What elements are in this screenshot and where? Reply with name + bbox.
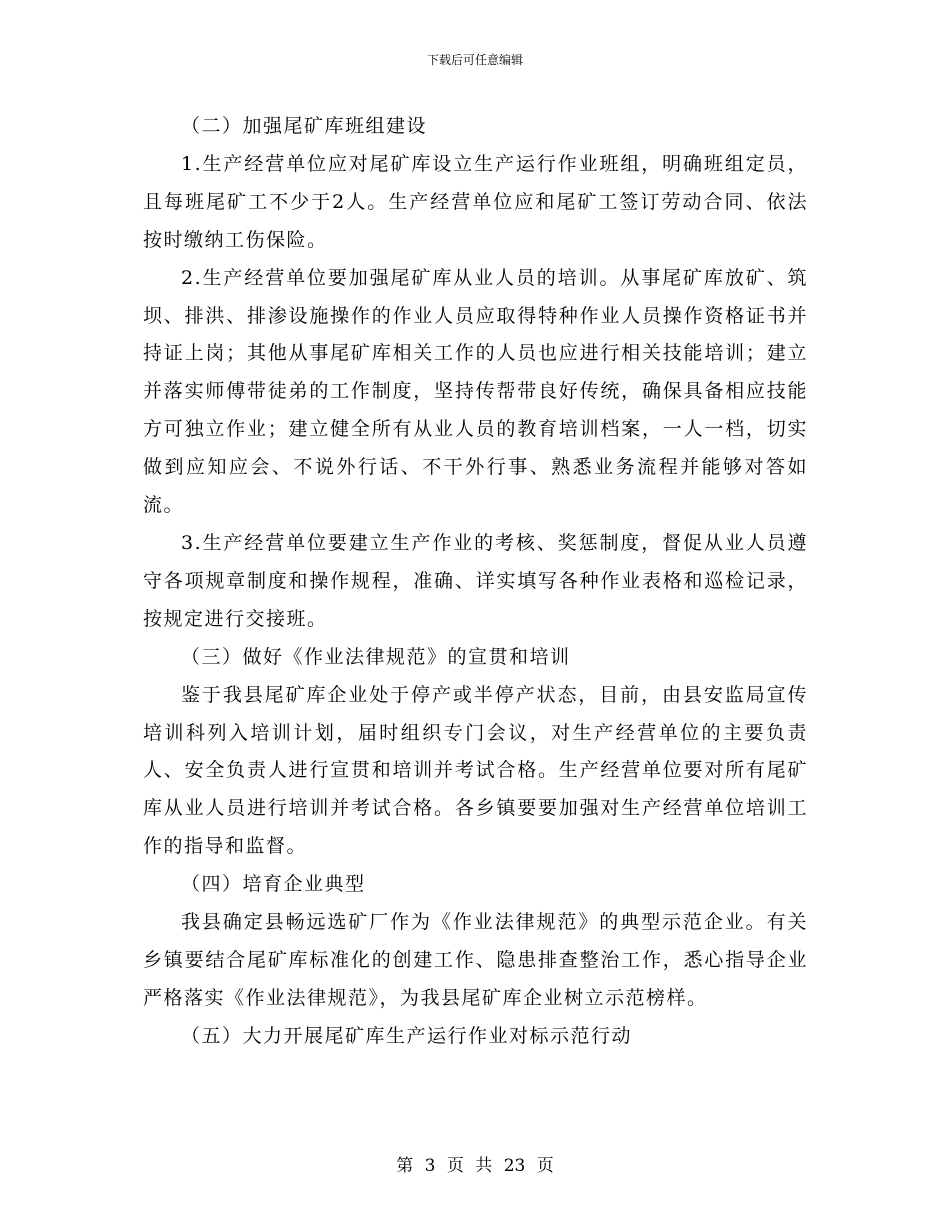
paragraph-5: 我县确定县畅远选矿厂作为《作业法律规范》的典型示范企业。有关乡镇要结合尾矿库标准化的创建工作、隐患排查整治工作，悉心指导企业严格落实《作业法律规范》，为我县尾矿库企业树立示范榜样。 [143, 911, 808, 1009]
paragraph-1: 1.生产经营单位应对尾矿库设立生产运行作业班组，明确班组定员，且每班尾矿工不少于2人。生产经营单位应和尾矿工签订劳动合同、依法按时缴纳工伤保险。 [143, 152, 808, 251]
document-body [143, 108, 808, 1056]
paragraph-2: 2.生产经营单位要加强尾矿库从业人员的培训。从事尾矿库放矿、筑坝、排洪、排渗设施操作的作业人员应取得特种作业人员操作资格证书并持证上岗；其他从事尾矿库相关工作的人员也应进行相关技能培训；建立并落实师傅带徒弟的工作制度，坚持传帮带良好传统，确保具备相应技能方可独立作业；建立健全所有从业人员的教育培训档案，一人一档，切实做到应知应会、不说外行话、不干外行事、熟悉业务流程并能够对答如流。 [143, 266, 808, 517]
page-number: 第 3 页 共 23 页 [396, 1156, 554, 1176]
page-header-note: 下载后可任意编辑 [426, 53, 523, 67]
paragraph-4: 鉴于我县尾矿库企业处于停产或半停产状态，目前，由县安监局宣传培训科列入培训计划，届时组织专门会议，对生产经营单位的主要负责人、安全负责人进行宣贯和培训并考试合格。生产经营单位要对所有尾矿库从业人员进行培训并考试合格。各乡镇要要加强对生产经营单位培训工作的指导和监督。 [143, 683, 808, 858]
paragraph-3: 3.生产经营单位要建立生产作业的考核、奖惩制度，督促从业人员遵守各项规章制度和操作规程，准确、详实填写各种作业表格和巡检记录，按规定进行交接班。 [143, 531, 808, 630]
section-heading-2: （二）加强尾矿库班组建设 [181, 115, 428, 137]
section-heading-4: （四）培育企业典型 [181, 873, 366, 896]
section-heading-3: （三）做好《作业法律规范》的宣贯和培训 [181, 645, 571, 668]
section-heading-5: （五）大力开展尾矿库生产运行作业对标示范行动 [181, 1024, 633, 1047]
